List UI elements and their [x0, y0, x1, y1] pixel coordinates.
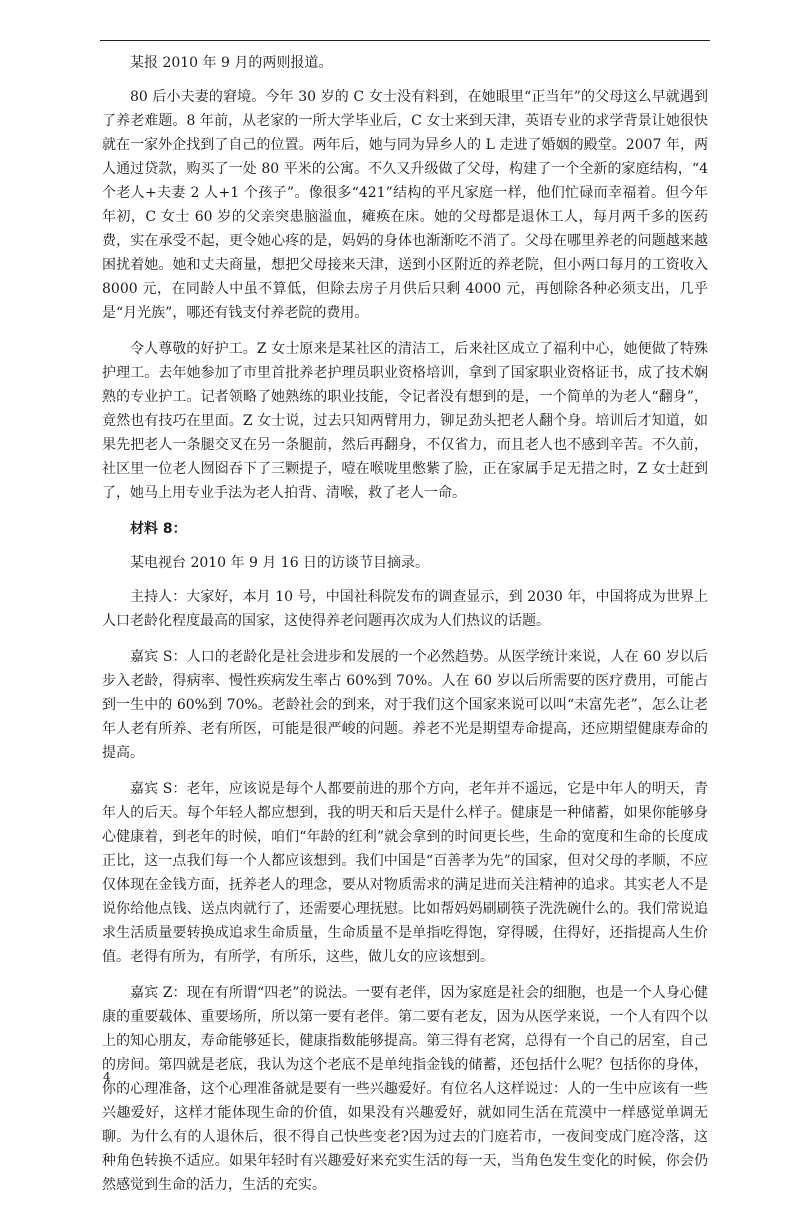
paragraph-guest-s-1: 嘉宾 S：人口的老龄化是社会进步和发展的一个必然趋势。从医学统计来说，人在 60 岁以后步入老龄，得病率、慢性疾病发生率占 60%到 70%。人在 60 岁以后所需要的医疗费用，可能占到一生中的 60%到 70%。老龄社会的到来，对于我们这个国家来说可以叫“未富先老”，怎么让老年人老有所养、老有所医，可能是很严峻的问题。养老不光是期望寿命提高，还应期望健康寿命的提高。: [102, 649, 708, 761]
section-heading-material-8: 材料 8：: [130, 521, 187, 537]
page-number: 4: [103, 1070, 111, 1084]
paragraph-couple-dilemma: 80 后小夫妻的窘境。今年 30 岁的 C 女士没有料到，在她眼里“正当年”的父母这么早就遇到了养老难题。8 年前，从老家的一所大学毕业后，C 女士来到天津，英语专业的求学背景让她很快就在一家外企找到了自己的位置。两年后，她与同为异乡人的 L 走进了婚姻的殿堂。2007 年，两人通过贷款，购买了一处 80 平米的公寓。不久又升级做了父母，构建了一个全新的家庭结构，“4 个老人+夫妻 2 人+1 个孩子”。像很多“421”结构的平凡家庭一样，他们忙碌而幸福着。但今年年初，C 女士 60 岁的父亲突患脑溢血，瘫痪在床。她的父母都是退休工人，每月两千多的医药费，实在承受不起，更令她心疼的是，妈妈的身体也渐渐吃不消了。父母在哪里养老的问题越来越困扰着她。她和丈夫商量，想把父母接来天津，送到小区附近的养老院，但小两口每月的工资收入 8000 元，在同龄人中虽不算低，但除去房子月供后只剩 4000 元，再刨除各种必须支出，几乎是“月光族”，哪还有钱支付养老院的费用。: [102, 89, 708, 321]
paragraph-caregiver: 令人尊敬的好护工。Z 女士原来是某社区的清洁工，后来社区成立了福利中心，她便做了特殊护理工。去年她参加了市里首批养老护理员职业资格培训，拿到了国家职业资格证书，成了技术娴熟的专业护工。记者领略了她熟练的职业技能，令记者没有想到的是，一个简单的为老人“翻身”，竟然也有技巧在里面。Z 女士说，过去只知两臂用力，铆足劲头把老人翻个身。培训后才知道，如果先把老人一条腿交叉在另一条腿前，然后再翻身，不仅省力，而且老人也不感到辛苦。不久前，社区里一位老人囫囵吞下了三颗提子，噎在喉咙里憋紫了脸，正在家属手足无措之时，Z 女士赶到了，她马上用专业手法为老人拍背、清喉，救了老人一命。: [102, 341, 708, 501]
intro-line-interview: 某电视台 2010 年 9 月 16 日的访谈节目摘录。: [130, 555, 430, 571]
paragraph-guest-s-2: 嘉宾 S：老年，应该说是每个人都要前进的那个方向，老年并不遥远，它是中年人的明天，青年人的后天。每个年轻人都应想到，我的明天和后天是什么样子。健康是一种储蓄，如果你能够身心健康着，到老年的时候，咱们“年龄的红利”就会拿到的时间更长些，生命的宽度和生命的长度成正比，这一点我们每一个人都应该想到。我们中国是“百善孝为先”的国家，但对父母的孝顺，不应仅体现在金钱方面，抚养老人的理念，要从对物质需求的满足进而关注精神的追求。其实老人不是说你给他点钱、送点肉就行了，还需要心理抚慰。比如帮妈妈刷刷筷子洗洗碗什么的。我们常说追求生活质量要转换成追求生命质量，生命质量不是单指吃得饱，穿得暖，住得好，还指提高人生价值。老得有所为，有所学，有所乐，这些，做儿女的应该想到。: [102, 781, 708, 965]
top-rule: [100, 40, 710, 41]
document-body: [102, 51, 708, 1209]
paragraph-guest-z: 嘉宾 Z：现在有所谓“四老”的说法。一要有老伴，因为家庭是社会的细胞，也是一个人身心健康的重要载体、重要场所，所以第一要有老伴。第二要有老友，因为从医学来说，一个人有四个以上的知心朋友，寿命能够延长，健康指数能够提高。第三得有老窝，总得有一个自己的居室，自己的房间。第四就是老底，我认为这个老底不是单纯指金钱的储蓄，还包括什么呢？包括你的身体，你的心理准备，这个心理准备就是要有一些兴趣爱好。有位名人这样说过：人的一生中应该有一些兴趣爱好，这样才能体现生命的价值，如果没有兴趣爱好，就如同生活在荒漠中一样感觉单调无聊。为什么有的人退休后，很不得自己快些变老?因为过去的门庭若市，一夜间变成门庭冷落，这种角色转换不适应。如果年轻时有兴趣爱好来充实生活的每一天，当角色发生变化的时候，你会仍然感觉到生命的活力，生活的充实。: [102, 985, 708, 1193]
intro-line-report: 某报 2010 年 9 月的两则报道。: [130, 55, 333, 71]
paragraph-host: 主持人：大家好，本月 10 号，中国社科院发布的调查显示，到 2030 年，中国将成为世界上人口老龄化程度最高的国家，这使得养老问题再次成为人们热议的话题。: [102, 589, 708, 629]
